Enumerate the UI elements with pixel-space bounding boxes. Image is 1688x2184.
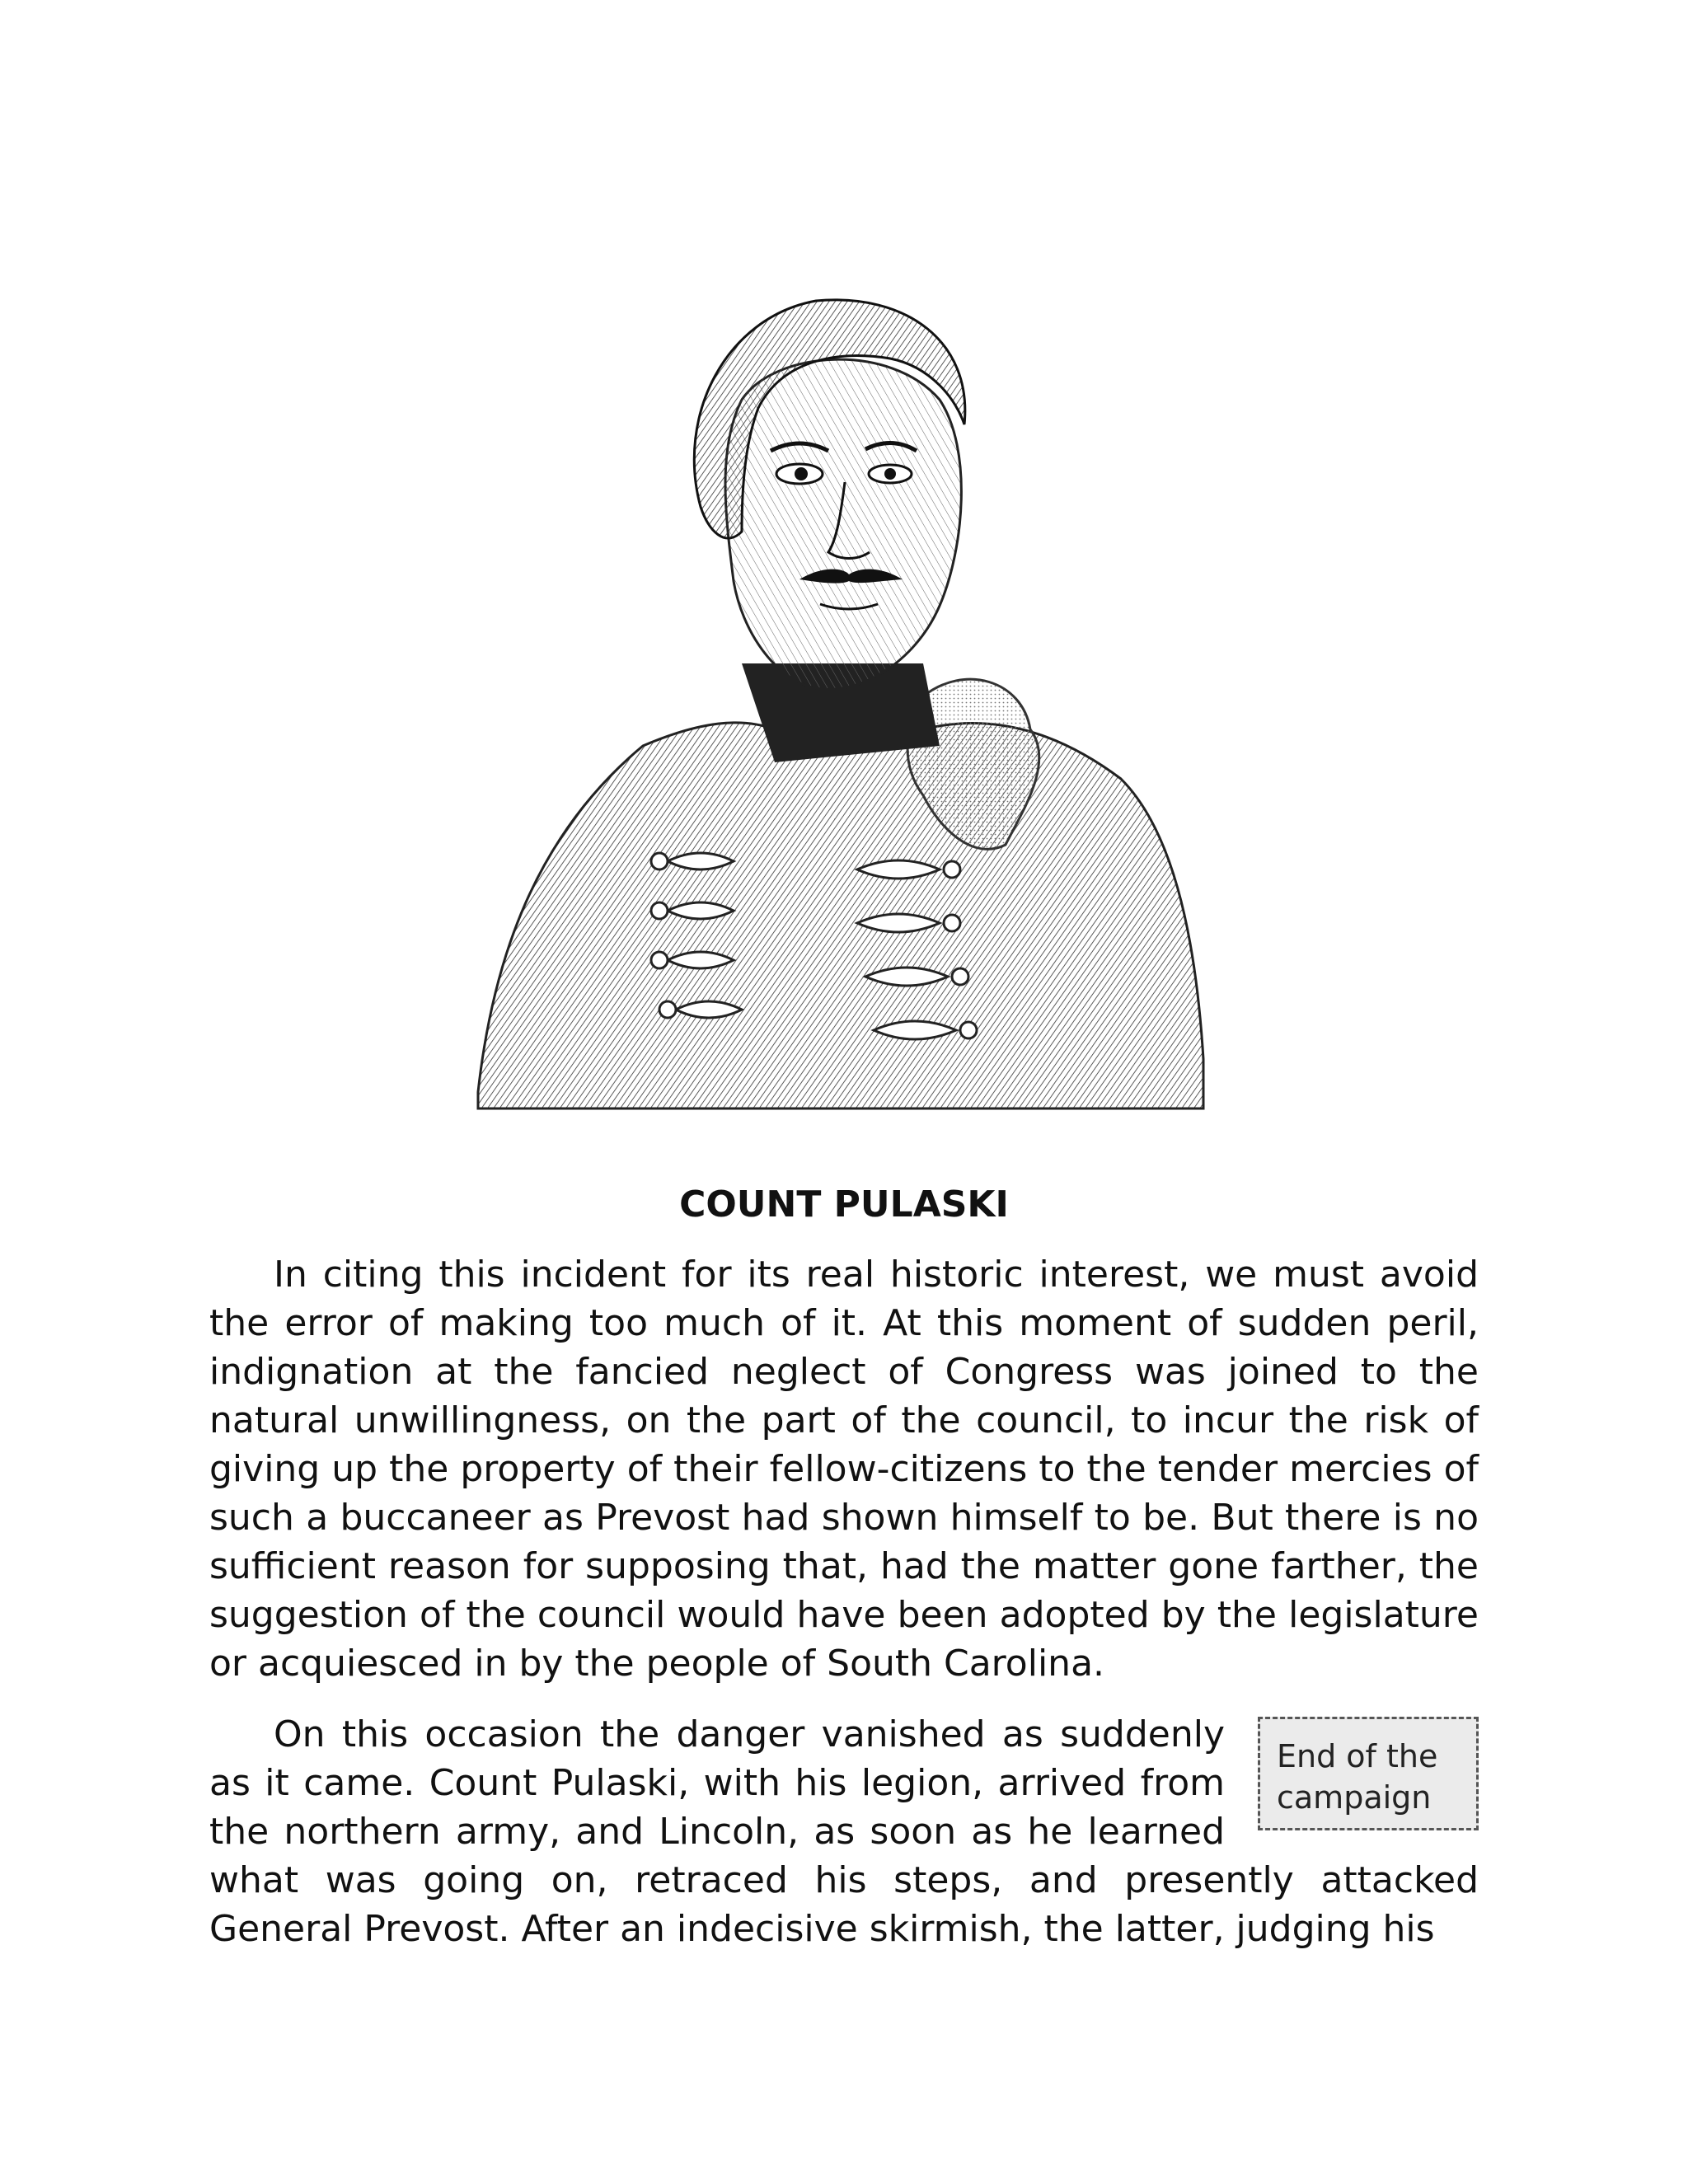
figure-caption: COUNT PULASKI <box>679 1183 1009 1226</box>
body-paragraph-1 <box>209 1250 1479 1688</box>
paragraph-text: In citing this incident for its real historic interest, we must avoid the error of making too much of it. At this moment of sudden peril, indignation at the fancied neglect of Congress was joined to the natural unwillingness, on the part of the council, to incur the risk of giving up the property of their fellow-citizens to the tender mercies of such a buccaneer as Prevost had shown himself to be. But there is no sufficient reason for supposing that, had the matter gone farther, the suggestion of the council would have been adopted by the legislature or acquiesced in by the people of South Carolina. <box>209 1254 1479 1685</box>
body-paragraph-2 <box>209 1710 1479 1953</box>
portrait-illustration <box>429 235 1253 1133</box>
paragraph-text: On this occasion the danger vanished as suddenly as it came. Count Pulaski, with his legion, arrived from the northern army, and Lincoln, as soon as he learned what was going on, retraced his steps, and presently attacked General Prevost. After an indecisive skirmish, the latter, judging his <box>209 1713 1479 1950</box>
margin-note: End of the campaign <box>1258 1717 1479 1830</box>
